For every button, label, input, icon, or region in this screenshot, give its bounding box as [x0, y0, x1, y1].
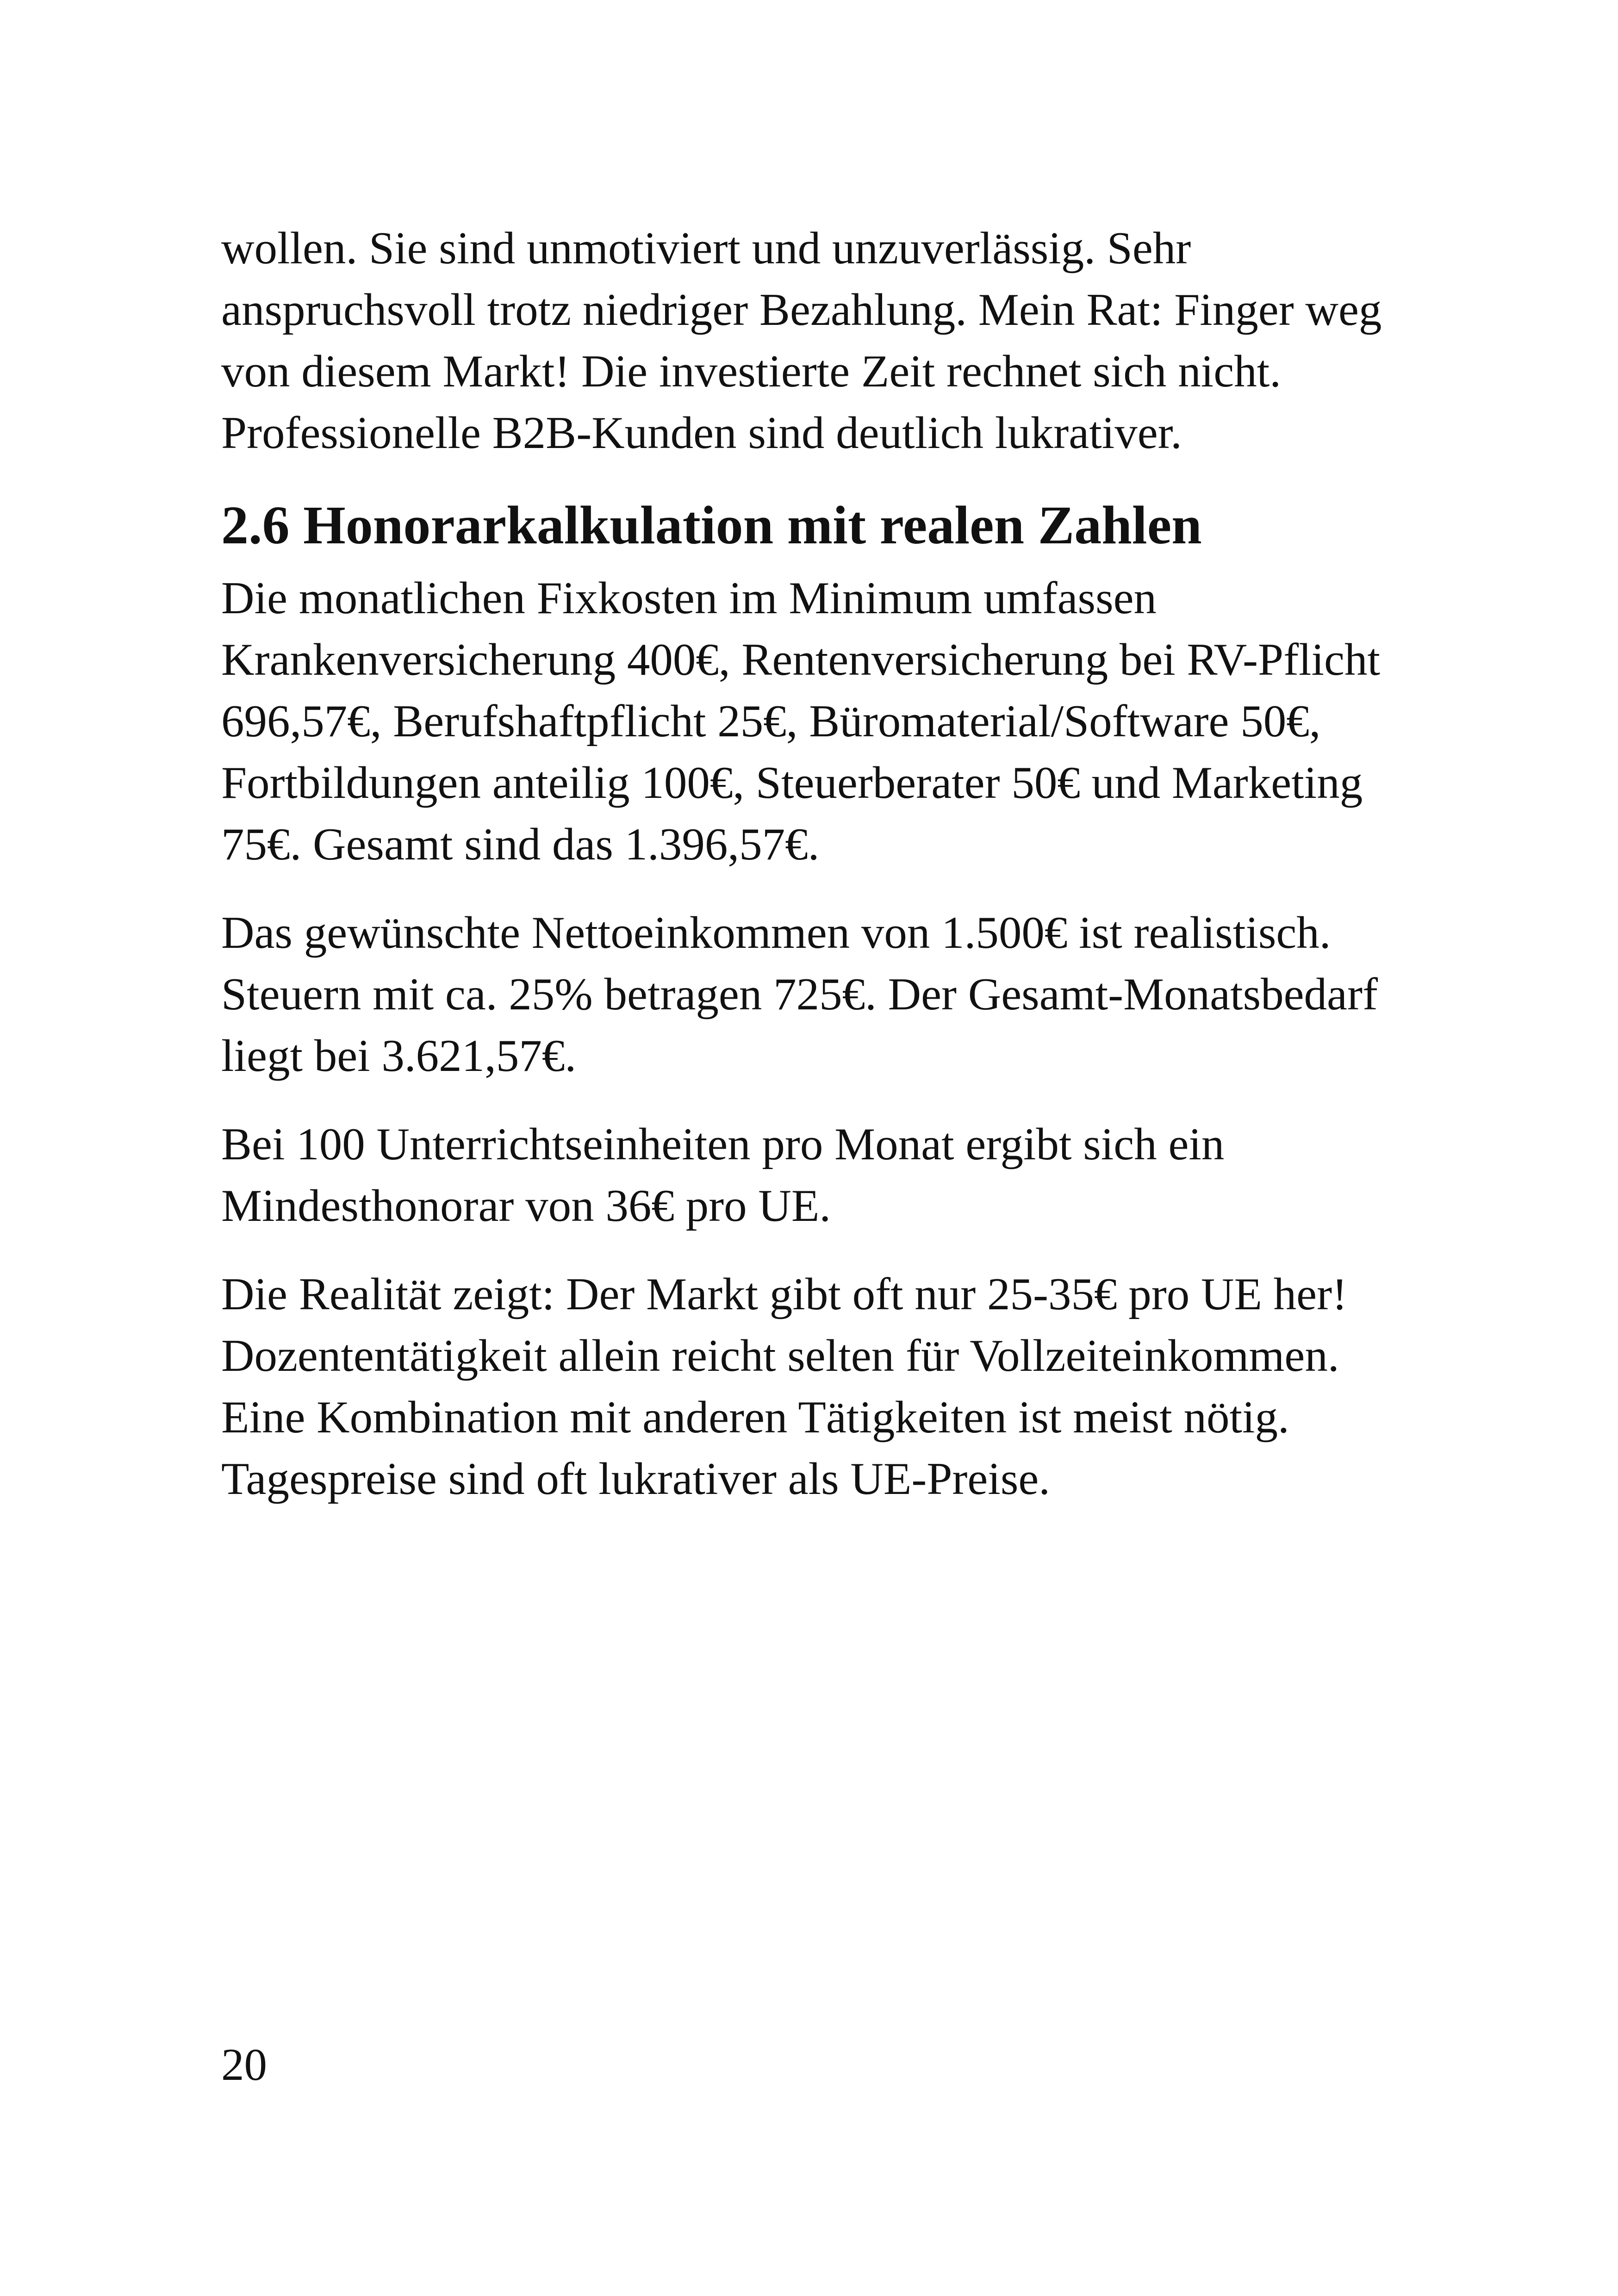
paragraph-minimum-fee: Bei 100 Unterrichtseinheiten pro Monat ergibt sich ein Mindesthonorar von 36€ pro UE.	[221, 1119, 1225, 1231]
page-content	[221, 218, 1415, 1510]
page-number: 20	[221, 2040, 267, 2090]
intro-paragraph: wollen. Sie sind unmotiviert und unzuverlässig. Sehr anspruchsvoll trotz niedriger Bezahlung. Mein Rat: Finger weg von diesem Markt! Die investierte Zeit rechnet sich nicht. Professionelle B2B-Kunden sind deutlich lukrativer.	[221, 223, 1382, 458]
section-heading: 2.6 Honorarkalkulation mit realen Zahlen	[221, 495, 1202, 555]
paragraph-net-income: Das gewünschte Nettoeinkommen von 1.500€ ist realistisch. Steuern mit ca. 25% betragen 725€. Der Gesamt-Monatsbedarf liegt bei 3.621,57€.	[221, 908, 1378, 1081]
paragraph-reality: Die Realität zeigt: Der Markt gibt oft nur 25-35€ pro UE her! Dozententätigkeit allein reicht selten für Vollzeiteinkommen. Eine Kombination mit anderen Tätigkeiten ist meist nötig. Tagespreise sind oft lukrativer als UE-Preise.	[221, 1269, 1348, 1504]
paragraph-fixed-costs: Die monatlichen Fixkosten im Minimum umfassen Krankenversicherung 400€, Rentenversicherung bei RV-Pflicht 696,57€, Berufshaftpflicht 25€, Büromaterial/Software 50€, Fortbildungen anteilig 100€, Steuerberater 50€ und Marketing 75€. Gesamt sind das 1.396,57€.	[221, 573, 1381, 870]
